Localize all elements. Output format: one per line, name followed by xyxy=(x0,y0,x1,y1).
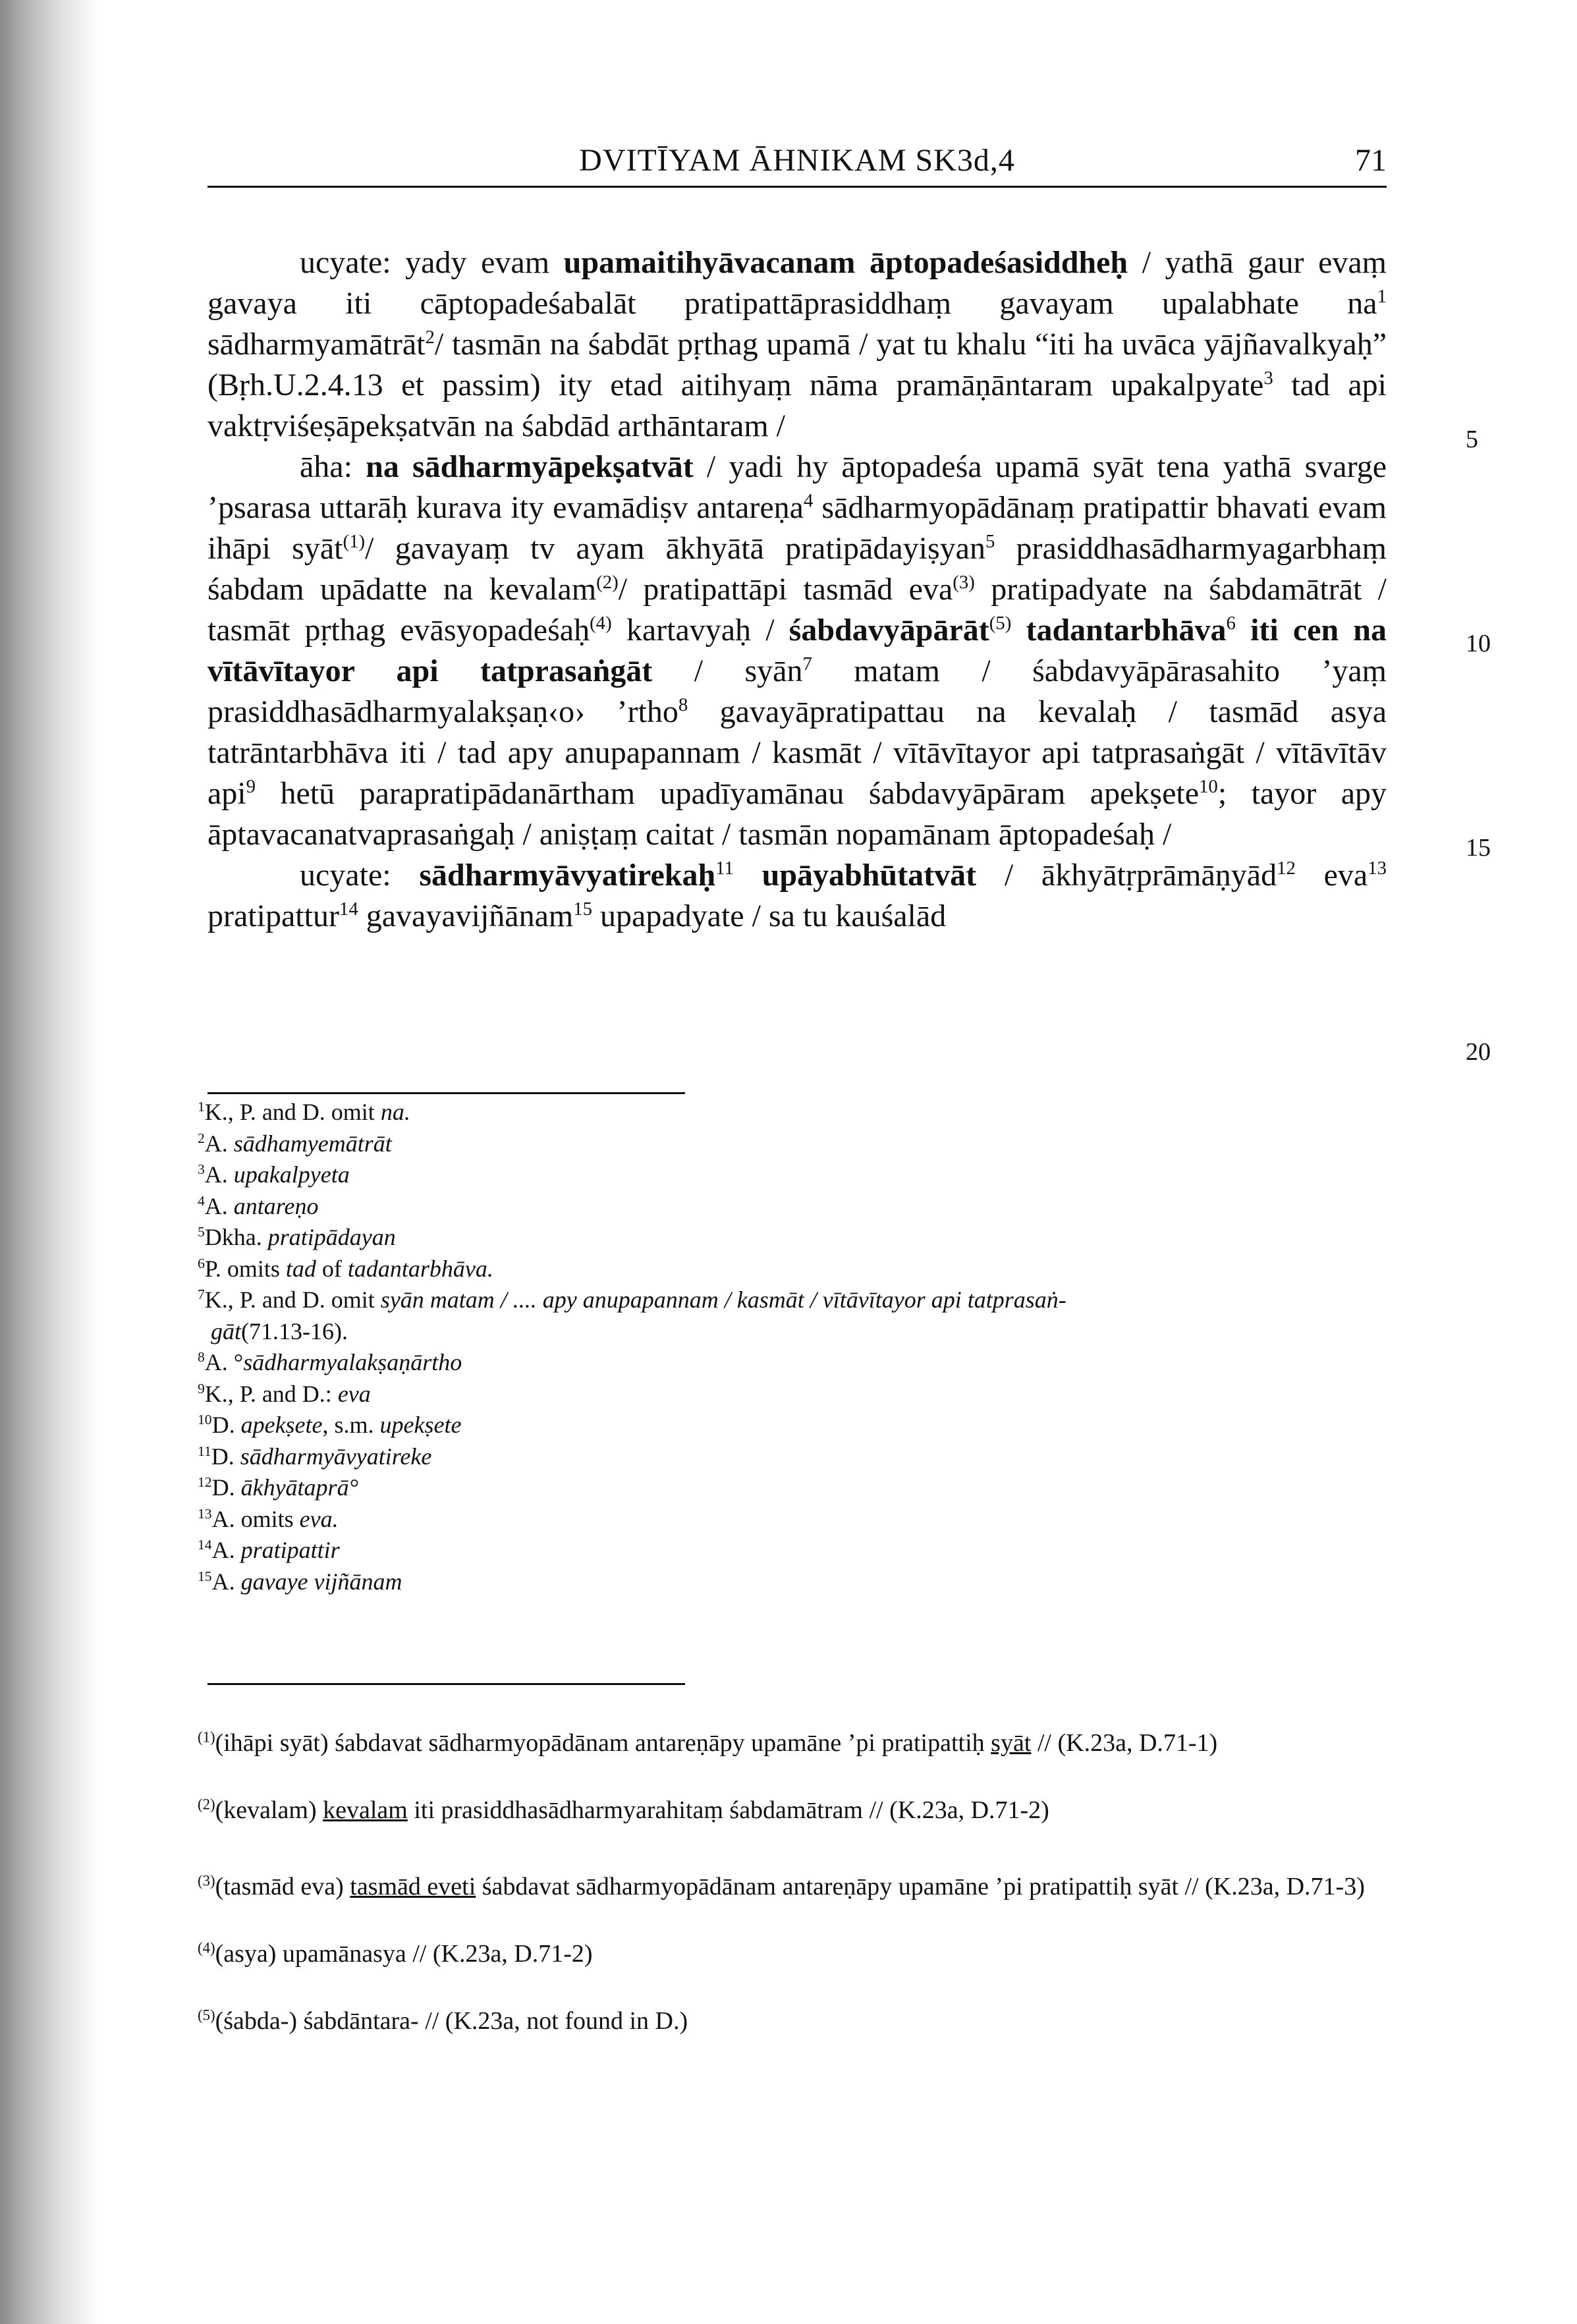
paragraph-text: / yathā gaur evaṃ gavaya iti cāptopadeśabalāt pratipattāprasiddhaṃ gavayam upalabhate na xyxy=(208,245,1387,321)
paragraph-text: kartavyaḥ / xyxy=(611,613,789,648)
paragraph-bold-text: śabdavyāpārāt xyxy=(788,613,989,648)
line-number-15: 15 xyxy=(1466,834,1491,862)
variant-note-text: (71.13-16). xyxy=(241,1317,348,1344)
variant-note-text: K., P. and D. omit xyxy=(204,1099,381,1125)
variant-note xyxy=(198,1410,1383,1441)
commentary-notes xyxy=(198,1726,1397,2071)
paragraph-text: ucyate: yady evam xyxy=(300,245,564,280)
variant-note-marker: 15 xyxy=(198,1568,212,1584)
variant-note xyxy=(198,1535,1383,1566)
paragraph-text: ucyate: xyxy=(300,858,420,893)
variant-note-italic-text: tadantarbhāva. xyxy=(347,1255,493,1282)
variant-note xyxy=(198,1159,1383,1191)
commentary-note-marker: (1) xyxy=(198,1729,215,1746)
variant-note-marker: 12 xyxy=(198,1474,212,1490)
commentary-note xyxy=(198,1869,1397,1904)
variant-note-text: A. ° xyxy=(204,1349,244,1375)
paragraph-text xyxy=(1011,613,1026,648)
page-number: 71 xyxy=(1355,143,1387,178)
variant-note-text: Dkha. xyxy=(204,1224,268,1250)
paragraph-marker: (2) xyxy=(596,572,619,593)
commentary-note-marker: (5) xyxy=(198,2006,215,2024)
commentary-note xyxy=(198,2004,1397,2038)
variant-note-text: A. xyxy=(211,1568,241,1595)
variant-note xyxy=(198,1441,1383,1473)
paragraph-text: gavayāpratipattau na kevalaḥ / tasmād asya tatrāntarbhāva iti / tad apy anupapannam / kasmāt / vītāvītayor api tatprasaṅgāt / vītāvītāv api xyxy=(208,694,1387,811)
line-number-20: 20 xyxy=(1466,1038,1491,1066)
commentary-note xyxy=(198,1726,1397,1760)
paragraph-text: / ākhyātṛprāmāṇyād xyxy=(976,858,1277,893)
paragraph-text: / yadi hy āptopadeśa upamā syāt tena yathā svarge ’psarasa uttarāḥ kurava ity evamādiṣv antareṇa xyxy=(208,449,1387,525)
paragraph-marker: 11 xyxy=(715,858,734,879)
variant-note-text: K., P. and D. omit xyxy=(204,1286,381,1313)
commentary-note-marker: (3) xyxy=(198,1872,215,1889)
commentary-note-marker: (2) xyxy=(198,1796,215,1813)
paragraph xyxy=(208,447,1387,855)
paragraph-bold-text: āptopadeśasiddheḥ xyxy=(869,245,1128,280)
paragraph-text: tad api vaktṛviśeṣāpekṣatvān na śabdād arthāntaram / xyxy=(208,368,1387,443)
variant-note-marker: 1 xyxy=(198,1099,205,1115)
variant-note-text: A. xyxy=(204,1161,234,1188)
paragraph xyxy=(208,855,1387,937)
variant-note xyxy=(198,1097,1383,1128)
paragraph-text: āha: xyxy=(300,449,366,484)
variant-note-italic-text: sādharmyāvyatireke xyxy=(240,1443,432,1470)
variant-note-marker: 3 xyxy=(198,1161,205,1177)
commentary-note-marker: (4) xyxy=(198,1939,215,1956)
footnote-rule-variants xyxy=(208,1092,685,1094)
variant-note-text: D. xyxy=(211,1474,241,1501)
paragraph-marker: 8 xyxy=(678,694,688,715)
commentary-note-underlined-text: tasmād eveti xyxy=(350,1873,476,1900)
variant-note-italic-text: upekṣete xyxy=(379,1412,462,1438)
paragraph-marker: 15 xyxy=(573,899,593,920)
variant-note-marker: 11 xyxy=(198,1443,211,1459)
variant-note-marker: 14 xyxy=(198,1537,212,1553)
paragraph-text xyxy=(734,858,762,893)
paragraph-marker: (4) xyxy=(590,613,612,634)
variant-note-marker: 9 xyxy=(198,1380,205,1397)
variant-note-marker: 8 xyxy=(198,1349,205,1365)
line-number-5: 5 xyxy=(1466,426,1478,453)
paragraph-marker: 6 xyxy=(1226,613,1236,634)
commentary-note xyxy=(198,1937,1397,1971)
paragraph-marker: 10 xyxy=(1199,776,1218,797)
variant-note xyxy=(198,1222,1383,1254)
variant-note xyxy=(198,1128,1383,1160)
paragraph-text: / tasmān na śabdāt pṛthag upamā / yat tu khalu “iti ha uvāca yājñavalkyaḥ” (Bṛh.U.2.4.13 et passim) ity etad aitihyaṃ nāma pramāṇāntaram upakalpyate xyxy=(208,327,1387,402)
paragraph-text: upapadyate / sa tu kauśalād xyxy=(592,899,947,933)
variant-note-marker: 4 xyxy=(198,1192,205,1209)
variant-note-italic-text: syān matam / .... apy anupapannam / kasmāt / vītāvītayor api tatprasaṅ- xyxy=(380,1286,1066,1313)
variant-note xyxy=(198,1504,1383,1536)
variant-note xyxy=(198,1472,1383,1504)
variant-note xyxy=(198,1316,1383,1348)
variant-note-italic-text: upakalpyeta xyxy=(233,1161,350,1188)
paragraph-text: sādharmyamātrāt xyxy=(208,327,426,362)
paragraph-bold-text: upamaitihyāvacanam xyxy=(563,245,856,280)
variant-note-marker: 13 xyxy=(198,1505,212,1522)
commentary-note-text: iti prasiddhasādharmyarahitaṃ śabdamātram // (K.23a, D.71-2) xyxy=(407,1796,1049,1824)
paragraph-bold-text: sādharmyāvyatirekaḥ xyxy=(419,858,716,893)
variant-note xyxy=(198,1254,1383,1285)
paragraph-text: / syān xyxy=(652,653,803,688)
paragraph-marker: 4 xyxy=(803,490,814,511)
paragraph-text: hetū parapratipādanārtham upadīyamānau śabdavyāpāram apekṣete xyxy=(256,776,1200,811)
variant-note-italic-text: eva. xyxy=(299,1505,339,1532)
variant-note-italic-text: apekṣete xyxy=(240,1412,323,1438)
paragraph xyxy=(208,242,1387,447)
variant-note xyxy=(198,1347,1383,1379)
paragraph-marker: 14 xyxy=(339,899,358,920)
variant-note xyxy=(198,1285,1383,1316)
paragraph-text: / pratipattāpi tasmād eva xyxy=(618,572,953,607)
paragraph-text: eva xyxy=(1295,858,1368,893)
paragraph-text: ; tayor apy āptavacanatvaprasaṅgaḥ / aniṣṭaṃ caitat / tasmān nopamānam āptopadeśaḥ / xyxy=(208,776,1387,852)
paragraph-marker: 12 xyxy=(1277,858,1296,879)
paragraph-marker: 13 xyxy=(1368,858,1387,879)
commentary-note-text: śabdavat sādharmyopādānam antareṇāpy upamāne ’pi pratipattiḥ syāt // (K.23a, D.71-3) xyxy=(476,1873,1365,1900)
paragraph-marker: (3) xyxy=(953,572,975,593)
paragraph-bold-text: na sādharmyāpekṣatvāt xyxy=(366,449,694,484)
variant-note-italic-text: sādhamyemātrāt xyxy=(233,1130,392,1157)
commentary-note-underlined-text: syāt xyxy=(991,1729,1032,1757)
variant-note-italic-text: pratipattir xyxy=(240,1537,340,1563)
paragraph-text: pratipattur xyxy=(208,899,339,933)
paragraph-marker: 7 xyxy=(802,653,812,675)
paragraph-text: prasiddhasādharmyagarbhaṃ śabdam upādatte na kevalam xyxy=(208,531,1387,607)
paragraph-text: / gavayaṃ tv ayam ākhyātā pratipādayiṣyan xyxy=(365,531,985,566)
paragraph-text: gavayavijñānam xyxy=(358,899,574,933)
variant-note-text: A. xyxy=(211,1537,241,1563)
variant-note-italic-text: tad xyxy=(285,1255,316,1282)
variant-note xyxy=(198,1379,1383,1410)
running-head xyxy=(208,140,1387,188)
variant-note-italic-text: ākhyātaprā° xyxy=(240,1474,358,1501)
commentary-note-text: (asya) upamānasya // (K.23a, D.71-2) xyxy=(215,1940,593,1968)
commentary-note-text: (śabda-) śabdāntara- // (K.23a, not found in D.) xyxy=(215,2007,688,2035)
paragraph-text: matam / śabdavyāpārasahito ’yaṃ prasiddhasādharmyalakṣaṇ‹o› ’rtho xyxy=(208,653,1387,729)
variant-note-text: A. xyxy=(204,1130,234,1157)
variant-note-marker: 7 xyxy=(198,1286,205,1302)
main-text xyxy=(208,242,1387,937)
commentary-note-text: // (K.23a, D.71-1) xyxy=(1031,1729,1218,1757)
paragraph-text xyxy=(855,245,870,280)
paragraph-bold-text: upāyabhūtatvāt xyxy=(761,858,977,893)
variant-note-text: K., P. and D.: xyxy=(204,1380,338,1407)
paragraph-bold-text: tadantarbhāva xyxy=(1026,613,1227,648)
paragraph-text: sādharmyopādānaṃ pratipattir bhavati evam ihāpi syāt xyxy=(208,490,1387,566)
line-number-10: 10 xyxy=(1466,630,1491,657)
paragraph-marker: (5) xyxy=(989,613,1012,634)
paragraph-marker: 3 xyxy=(1263,368,1273,389)
commentary-note-text: (tasmād eva) xyxy=(215,1873,350,1900)
paragraph-marker: 9 xyxy=(246,776,256,797)
variant-note-marker: 6 xyxy=(198,1255,205,1271)
paragraph-text xyxy=(1236,613,1250,648)
variant-note-text: A. xyxy=(204,1192,234,1219)
variant-note xyxy=(198,1191,1383,1223)
variant-note xyxy=(198,1566,1383,1598)
variant-note-marker: 5 xyxy=(198,1224,205,1240)
variant-note-italic-text: gavaye vijñānam xyxy=(240,1568,402,1595)
commentary-note-text: (ihāpi syāt) śabdavat sādharmyopādānam antareṇāpy upamāne ’pi pratipattiḥ xyxy=(215,1729,991,1757)
variant-note-text: D. xyxy=(211,1412,241,1438)
paragraph-marker: 1 xyxy=(1377,286,1387,307)
paragraph-marker: 5 xyxy=(985,531,995,552)
variant-note-text: P. omits xyxy=(204,1255,286,1282)
variant-note-italic-text: gāt xyxy=(211,1317,242,1344)
paragraph-text: pratipadyate na śabdamātrāt / tasmāt pṛthag evāsyopadeśaḥ xyxy=(208,572,1387,648)
running-title: DVITĪYAM ĀHNIKAM SK3d,4 xyxy=(579,143,1015,178)
variant-note-text: A. omits xyxy=(211,1505,300,1532)
paragraph-bold-text: iti cen na vītāvītayor api tatprasaṅgāt xyxy=(208,613,1387,688)
variant-note-italic-text: na. xyxy=(380,1099,410,1125)
variant-note-text: D. xyxy=(211,1443,240,1470)
commentary-note xyxy=(198,1793,1397,1827)
variant-note-italic-text: antareṇo xyxy=(233,1192,319,1219)
commentary-note-underlined-text: kevalam xyxy=(323,1796,408,1824)
variant-note-text: of xyxy=(316,1255,348,1282)
footnote-rule-commentary xyxy=(208,1683,685,1685)
variant-note-marker: 2 xyxy=(198,1130,205,1146)
commentary-note-text: (kevalam) xyxy=(215,1796,323,1824)
variant-notes xyxy=(198,1097,1383,1597)
paragraph-marker: 2 xyxy=(425,327,435,348)
variant-note-italic-text: sādharmyalakṣaṇārtho xyxy=(243,1349,462,1375)
variant-note-italic-text: pratipādayan xyxy=(267,1224,396,1250)
paragraph-marker: (1) xyxy=(343,531,366,552)
variant-note-text: , s.m. xyxy=(322,1412,380,1438)
variant-note-marker: 10 xyxy=(198,1412,212,1427)
variant-note-italic-text: eva xyxy=(337,1380,371,1407)
